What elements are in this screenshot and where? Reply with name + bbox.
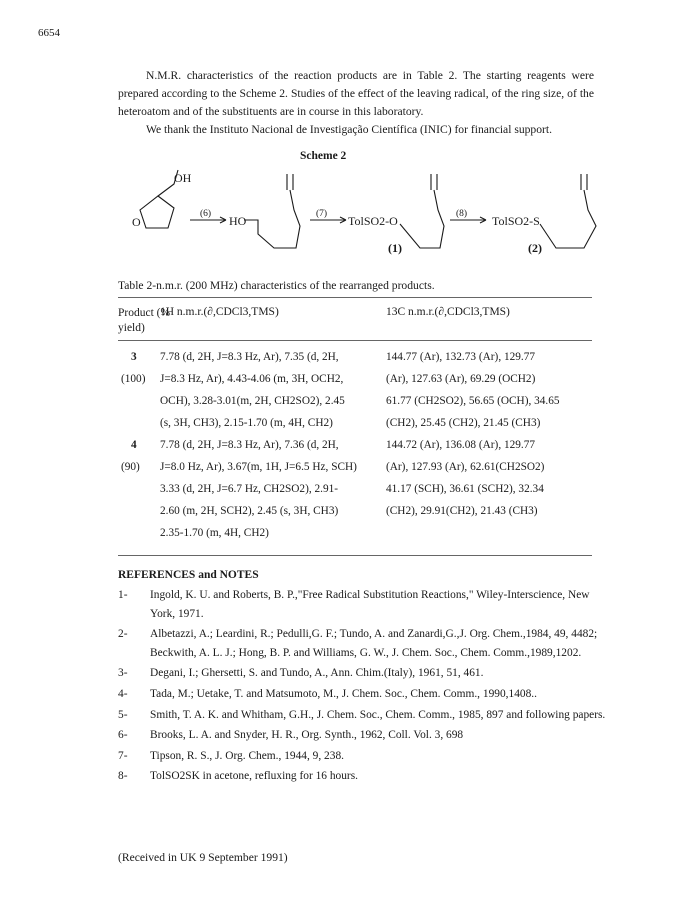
reference-item [118,625,608,662]
alkene-1 [287,174,293,190]
label-step-7: (7) [316,209,328,219]
product-3: 3 [131,351,137,363]
label-ho: HO [229,214,247,228]
reference-text: Tipson, R. S., J. Org. Chem., 1944, 9, 238. [150,749,344,762]
h-nmr-3 [160,346,345,434]
table-bottom-rule [118,555,592,556]
yield-4: (90) [121,461,140,473]
reference-number: 5- [118,708,128,721]
c-line: 61.77 (CH2SO2), 56.65 (OCH), 34.65 [386,395,560,407]
c-nmr-3 [386,346,560,434]
product-4: 4 [131,439,137,451]
tosylate-chain [400,190,444,248]
reference-text: Degani, I.; Ghersetti, S. and Tundo, A., Ann. Chim.(Italy), 1961, 51, 461. [150,667,484,680]
pentenol-chain [244,190,300,248]
reference-number: 4- [118,687,128,700]
label-compound-1: (1) [388,241,402,255]
thf-ring [140,196,174,228]
thiotosylate-chain [540,190,596,248]
reference-text: TolSO2SK in acetone, refluxing for 16 hours. [150,770,358,783]
label-tolso2-o: TolSO2-O [348,214,398,228]
results-paragraph [118,67,594,139]
received-date: (Received in UK 9 September 1991) [118,851,288,864]
label-step-8: (8) [456,209,468,219]
h-line: 2.35-1.70 (m, 4H, CH2) [160,527,269,539]
label-compound-2: (2) [528,241,542,255]
reference-text: Brooks, L. A. and Snyder, H. R., Org. Synth., 1962, Coll. Vol. 3, 698 [150,729,464,742]
c-nmr-4 [386,434,544,522]
c-line: (CH2), 29.91(CH2), 21.43 (CH3) [386,505,538,517]
references-heading: REFERENCES and NOTES [118,569,259,581]
h-line: (s, 3H, CH3), 2.15-1.70 (m, 4H, CH2) [160,417,333,429]
h-line: 7.78 (d, 2H, J=8.3 Hz, Ar), 7.36 (d, 2H, [160,439,339,451]
page-number: 6654 [38,27,60,39]
header-1h-nmr: 1H n.m.r.(∂,CDCl3,TMS) [160,306,279,318]
header-13c-nmr: 13C n.m.r.(∂,CDCl3,TMS) [386,306,510,318]
reference-text: Smith, T. A. K. and Whitham, G.H., J. Chem. Soc., Chem. Comm., 1985, 897 and following papers. [150,708,606,721]
label-tolso2-s: TolSO2-S [492,214,540,228]
reference-text: Albetazzi, A.; Leardini, R.; Pedulli,G. F.; Tundo, A. and Zanardi,G.,J. Org. Chem.,1984, 49, 4482; Beckwith, A. L. J.; Hong, B. P. and Williams, G. W., J. Chem. Soc., Chem. Comm.,1989,1202. [150,628,598,659]
reference-item [118,586,608,623]
table-top-rule [118,297,592,298]
reference-number: 2- [118,628,128,641]
table-header-rule [118,340,592,341]
reference-number: 3- [118,667,128,680]
c-line: 144.77 (Ar), 132.73 (Ar), 129.77 [386,351,536,363]
h-line: 2.60 (m, 2H, SCH2), 2.45 (s, 3H, CH3) [160,505,339,517]
yield-3: (100) [121,373,146,385]
reference-item [118,685,608,704]
reference-number: 1- [118,589,128,601]
label-o: O [132,215,141,229]
alkene-2 [431,174,437,190]
paragraph-nmr: N.M.R. characteristics of the reaction products are in Table 2. The starting reagents were prepared according to the Scheme 2. Studies of the effect of the leaving radical, of the ring size, of the heteroatom and of the substituents are in course in this laboratory. [118,69,594,118]
reference-number: 7- [118,749,128,762]
reference-item [118,664,608,683]
h-nmr-4 [160,434,357,544]
c-line: (Ar), 127.93 (Ar), 62.61(CH2SO2) [386,461,545,473]
label-oh: OH [174,171,192,185]
h-line: 3.33 (d, 2H, J=6.7 Hz, CH2SO2), 2.91- [160,483,339,495]
c-line: (CH2), 25.45 (CH2), 21.45 (CH3) [386,417,541,429]
header-product: Product (% yield) [118,307,171,334]
scheme-title: Scheme 2 [300,150,347,162]
reference-number: 6- [118,729,128,742]
c-line: 144.72 (Ar), 136.08 (Ar), 129.77 [386,439,536,451]
reference-item [118,706,608,725]
scheme-drawing [108,166,608,272]
h-line: J=8.0 Hz, Ar), 3.67(m, 1H, J=6.5 Hz, SCH) [160,461,357,473]
reference-item [118,726,608,745]
references-list [118,586,608,788]
h-line: 7.78 (d, 2H, J=8.3 Hz, Ar), 7.35 (d, 2H, [160,351,339,363]
reference-item [118,747,608,766]
paragraph-acknowledgement: We thank the Instituto Nacional de Investigação Científica (INIC) for financial support. [146,123,553,136]
h-line: J=8.3 Hz, Ar), 4.43-4.06 (m, 3H, OCH2, [160,373,344,385]
reference-number: 8- [118,770,128,783]
c-line: 41.17 (SCH), 36.61 (SCH2), 32.34 [386,483,544,495]
reaction-scheme [108,166,608,275]
alkene-3 [581,174,587,190]
label-step-6: (6) [200,209,212,219]
h-line: OCH), 3.28-3.01(m, 2H, CH2SO2), 2.45 [160,395,345,407]
reference-text: Tada, M.; Uetake, T. and Matsumoto, M., J. Chem. Soc., Chem. Comm., 1990,1408.. [150,687,537,700]
reference-item [118,767,608,786]
c-line: (Ar), 127.63 (Ar), 69.29 (OCH2) [386,373,536,385]
table-caption: Table 2-n.m.r. (200 MHz) characteristics of the rearranged products. [118,279,435,292]
reference-text: Ingold, K. U. and Roberts, B. P.,"Free Radical Substitution Reactions," Wiley-Interscience, New York, 1971. [150,589,590,620]
